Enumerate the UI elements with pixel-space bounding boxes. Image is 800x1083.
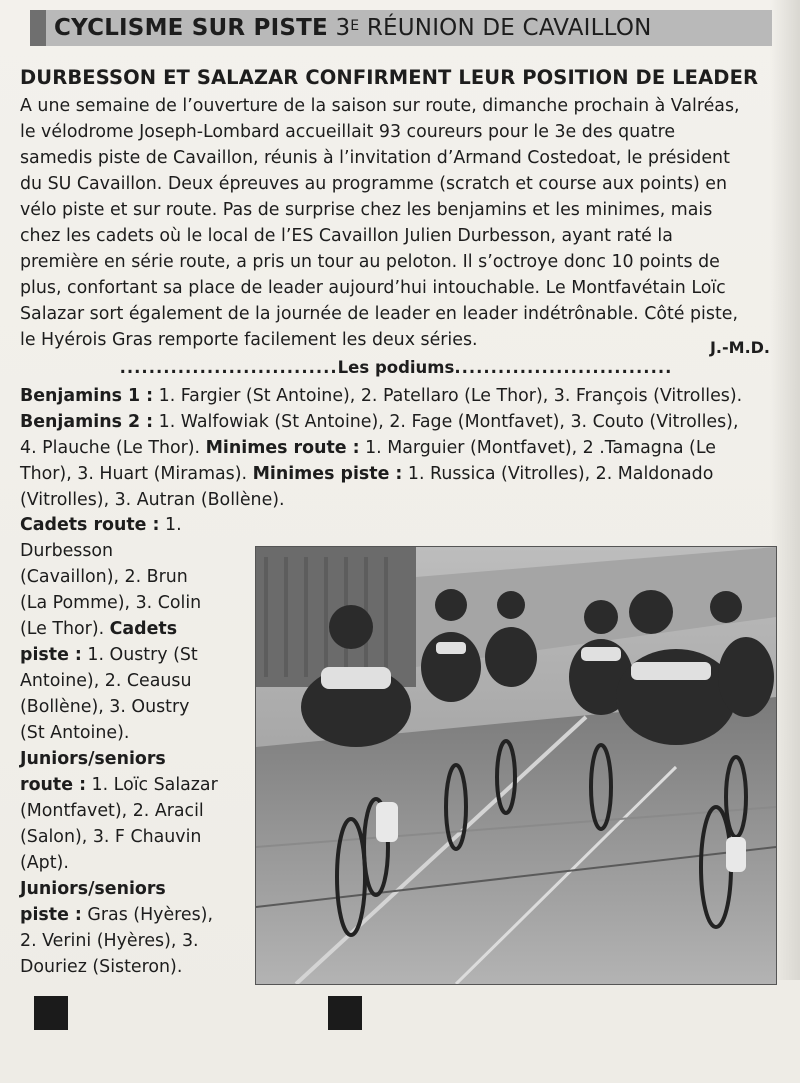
results-line: (Vitrolles), 3. Autran (Bollène).	[20, 490, 285, 510]
article-headline: DURBESSON ET SALAZAR CONFIRMENT LEUR POSITION DE LEADER	[20, 66, 759, 89]
results-line	[20, 435, 775, 461]
category-label: Cadets route :	[20, 515, 160, 535]
category-label: Juniors/seniors	[20, 879, 166, 899]
results-line	[20, 772, 242, 798]
section-header	[30, 10, 772, 46]
body-line: le vélodrome Joseph-Lombard accueillait 93 coureurs pour le 3e des quatre	[20, 122, 676, 142]
page-marker-square	[34, 996, 68, 1030]
results-line	[20, 876, 242, 902]
body-line: première en série route, a pris un tour au peloton. Il s’octroye donc 10 points de	[20, 252, 720, 272]
category-results: 1. Loïc Salazar	[86, 775, 218, 795]
results-line	[20, 902, 242, 928]
category-label: Benjamins 2 :	[20, 412, 154, 432]
results-line	[20, 409, 775, 435]
category-label: piste :	[20, 905, 82, 925]
section-title	[54, 14, 652, 42]
category-results: Thor), 3. Huart (Miramas).	[20, 464, 253, 484]
podiums-title: Les podiums	[337, 358, 455, 377]
results-line: (Apt).	[20, 853, 69, 873]
category-results: 1. Walfowiak (St Antoine), 2. Fage (Montfavet), 3. Couto (Vitrolles),	[153, 412, 739, 432]
cyclists-photo-illustration	[256, 547, 776, 984]
results-line: Durbesson	[20, 541, 114, 561]
category-results: Gras (Hyères),	[81, 905, 213, 925]
category-results: (Le Thor).	[20, 619, 110, 639]
category-results: 1. Marguier (Montfavet), 2 .Tamagna (Le	[359, 438, 716, 458]
section-title-bold: CYCLISME SUR PISTE	[54, 15, 328, 41]
category-label: Juniors/seniors	[20, 749, 166, 769]
results-line: (Salon), 3. F Chauvin	[20, 827, 202, 847]
results-line	[20, 642, 242, 668]
category-label: piste :	[20, 645, 82, 665]
results-line: Antoine), 2. Ceausu	[20, 671, 192, 691]
results-line	[20, 383, 775, 409]
category-results: 1. Russica (Vitrolles), 2. Maldonado	[402, 464, 714, 484]
category-results: 1. Fargier (St Antoine), 2. Patellaro (Le Thor), 3. François (Vitrolles).	[153, 386, 743, 406]
podiums-heading	[20, 358, 772, 382]
category-label: Minimes piste :	[252, 464, 403, 484]
results-line	[20, 461, 775, 487]
body-line: du SU Cavaillon. Deux épreuves au programme (scratch et course aux points) en	[20, 174, 727, 194]
edition-number: 3	[335, 15, 351, 41]
body-line: chez les cadets où le local de l’ES Cavaillon Julien Durbesson, ayant raté la	[20, 226, 673, 246]
results-line: 2. Verini (Hyères), 3.	[20, 931, 199, 951]
category-results: 1. Oustry (St	[81, 645, 198, 665]
body-line: A une semaine de l’ouverture de la saison sur route, dimanche prochain à Valréas,	[20, 96, 740, 116]
body-line: Salazar sort également de la journée de leader en leader indétrônable. Côté piste,	[20, 304, 739, 324]
page-marker-square	[328, 996, 362, 1030]
category-label: Minimes route :	[205, 438, 360, 458]
results-line	[20, 746, 242, 772]
header-accent-bar	[30, 10, 46, 46]
body-line: le Hyérois Gras remporte facilement les deux séries.	[20, 330, 478, 350]
results-line: Douriez (Sisteron).	[20, 957, 183, 977]
category-results: 4. Plauche (Le Thor).	[20, 438, 206, 458]
results-line	[20, 616, 242, 642]
results-line: (La Pomme), 3. Colin	[20, 593, 202, 613]
results-line: (Montfavet), 2. Aracil	[20, 801, 204, 821]
results-block	[20, 383, 775, 513]
podiums-leader-dots: ..............................	[454, 358, 673, 377]
category-label: Benjamins 1 :	[20, 386, 154, 406]
results-line: (Cavaillon), 2. Brun	[20, 567, 188, 587]
results-line: (Bollène), 3. Oustry	[20, 697, 190, 717]
category-label: route :	[20, 775, 87, 795]
section-title-rest: RÉUNION DE CAVAILLON	[366, 15, 652, 41]
body-line: samedis piste de Cavaillon, réunis à l’invitation d’Armand Costedoat, le président	[20, 148, 730, 168]
body-line: plus, confortant sa place de leader aujourd’hui intouchable. Le Montfavétain Loïc	[20, 278, 726, 298]
podiums-leader-dots: ..............................	[119, 358, 338, 377]
cyclists-photo	[255, 546, 777, 985]
author-signature: J.-M.D.	[709, 338, 770, 357]
category-label: Cadets	[109, 619, 178, 639]
body-line: vélo piste et sur route. Pas de surprise chez les benjamins et les minimes, mais	[20, 200, 713, 220]
edition-ordinal: E	[350, 18, 360, 34]
results-line	[20, 512, 242, 538]
results-column	[20, 512, 242, 980]
category-results: 1.	[159, 515, 182, 535]
results-line: (St Antoine).	[20, 723, 130, 743]
article-body	[20, 93, 772, 353]
